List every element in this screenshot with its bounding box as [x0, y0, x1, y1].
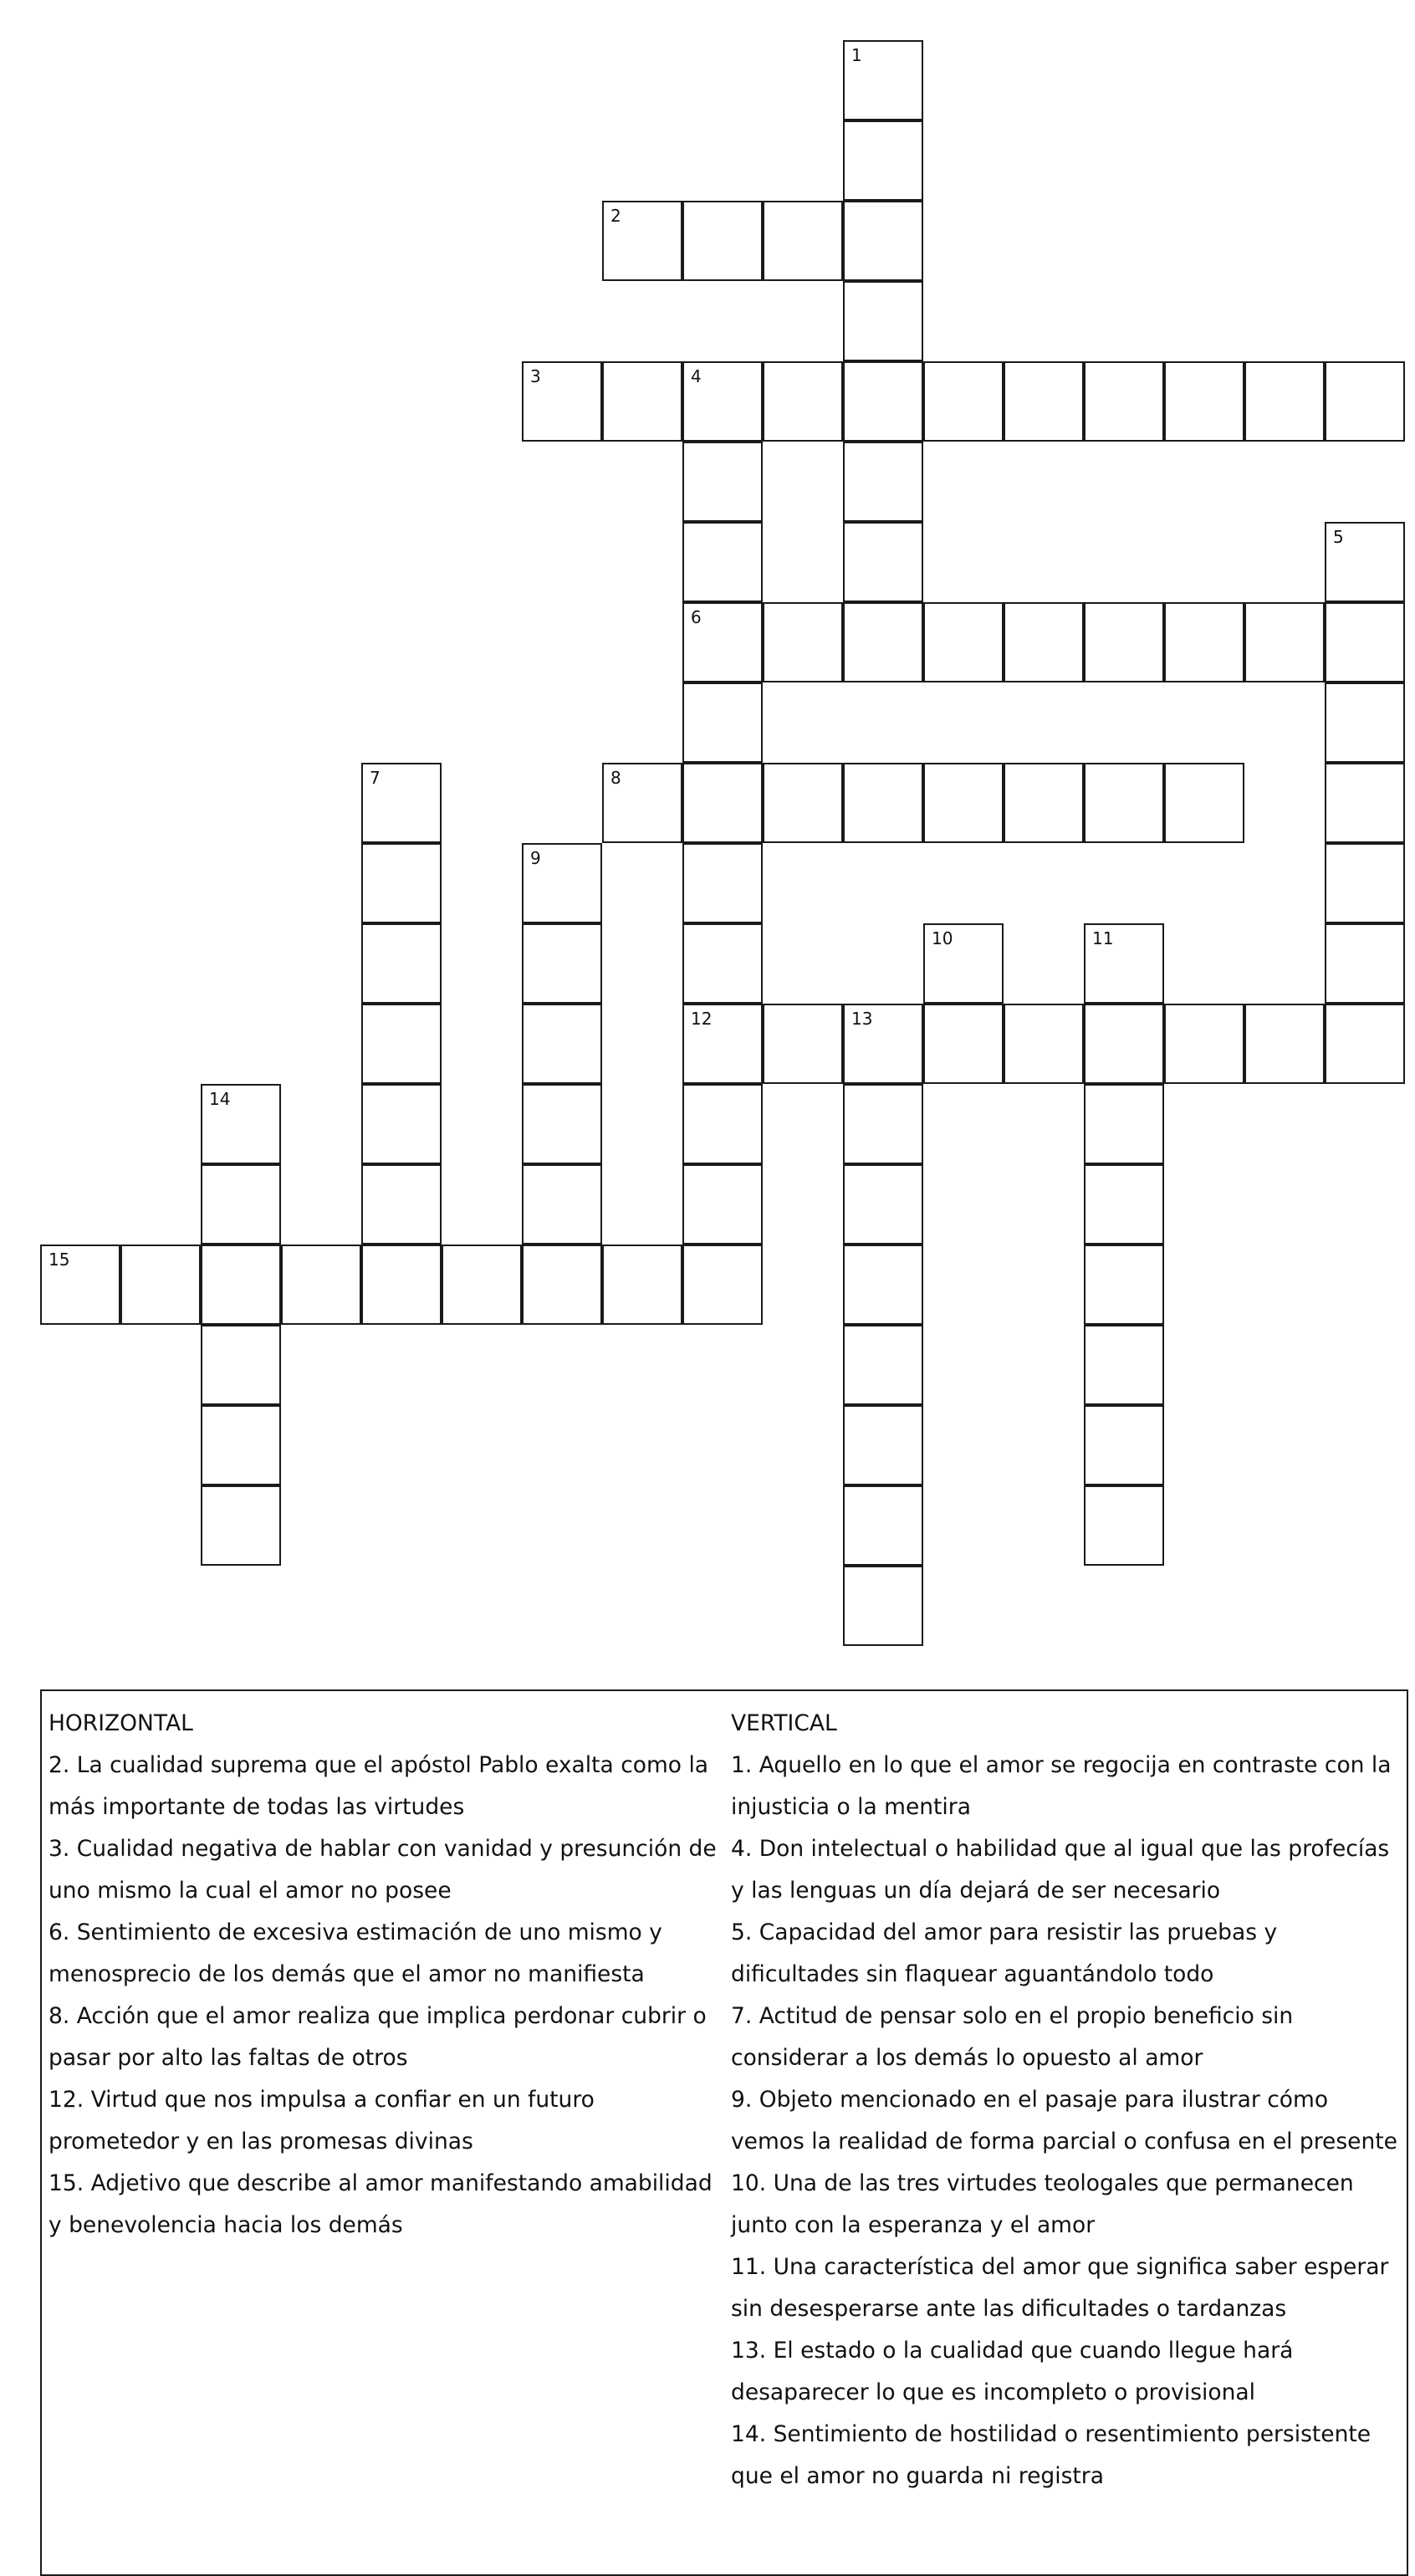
vertical-clues	[731, 1703, 1408, 2497]
grid-cell[interactable]	[201, 1245, 281, 1325]
horizontal-clues	[49, 1703, 718, 2246]
grid-cell[interactable]	[1325, 763, 1405, 843]
grid-cell[interactable]	[522, 1084, 602, 1164]
grid-cell[interactable]	[1164, 1004, 1244, 1084]
grid-cell[interactable]	[1084, 1245, 1164, 1325]
clue-number: 7	[370, 768, 381, 788]
vertical-heading: VERTICAL	[731, 1710, 837, 1736]
grid-cell[interactable]	[1084, 1485, 1164, 1566]
grid-cell[interactable]	[1244, 602, 1325, 682]
clue-down-4: 4. Don intelectual o habilidad que al igual que las profecías y las lenguas un día dejará de ser necesario	[731, 1836, 1390, 1904]
clue-down-10: 10. Una de las tres virtudes teologales que permanecen junto con la esperanza y el amor	[731, 2170, 1354, 2238]
grid-cell[interactable]	[682, 1245, 763, 1325]
grid-cell[interactable]	[442, 1245, 522, 1325]
grid-cell[interactable]	[361, 1245, 442, 1325]
grid-cell[interactable]	[923, 763, 1004, 843]
clue-number: 14	[209, 1089, 231, 1109]
grid-cell[interactable]	[1325, 843, 1405, 923]
grid-cell[interactable]	[682, 602, 763, 682]
grid-cell[interactable]	[763, 602, 843, 682]
grid-cell[interactable]	[843, 442, 923, 522]
grid-cell[interactable]	[682, 1164, 763, 1245]
clue-number: 15	[49, 1250, 70, 1270]
grid-cell[interactable]	[843, 763, 923, 843]
grid-cell[interactable]	[1164, 361, 1244, 442]
clue-down-1: 1. Aquello en lo que el amor se regocija en contraste con la injusticia o la mentira	[731, 1752, 1392, 1820]
grid-cell[interactable]	[682, 1004, 763, 1084]
clue-down-14: 14. Sentimiento de hostilidad o resentimiento persistente que el amor no guarda ni registra	[731, 2421, 1372, 2489]
grid-cell[interactable]	[201, 1084, 281, 1164]
grid-cell[interactable]	[843, 120, 923, 201]
grid-cell[interactable]	[1164, 602, 1244, 682]
clue-number: 8	[610, 768, 621, 788]
grid-cell[interactable]	[361, 1004, 442, 1084]
grid-cell[interactable]	[1084, 1004, 1164, 1084]
grid-cell[interactable]	[843, 602, 923, 682]
grid-cell[interactable]	[120, 1245, 201, 1325]
clue-across-12: 12. Virtud que nos impulsa a confiar en un futuro prometedor y en las promesas divinas	[49, 2087, 595, 2154]
grid-cell[interactable]	[1004, 763, 1084, 843]
grid-cell[interactable]	[201, 1325, 281, 1405]
grid-cell[interactable]	[522, 1004, 602, 1084]
grid-cell[interactable]	[1325, 1004, 1405, 1084]
grid-cell[interactable]	[843, 1004, 923, 1084]
grid-cell[interactable]	[1325, 923, 1405, 1004]
grid-cell[interactable]	[1084, 361, 1164, 442]
grid-cell[interactable]	[843, 1405, 923, 1485]
grid-cell[interactable]	[201, 1164, 281, 1245]
clue-number: 3	[530, 366, 541, 386]
clue-number: 13	[851, 1009, 873, 1029]
grid-cell[interactable]	[522, 1164, 602, 1245]
clue-down-7: 7. Actitud de pensar solo en el propio beneficio sin considerar a los demás lo opuesto al amor	[731, 2003, 1294, 2071]
grid-cell[interactable]	[843, 361, 923, 442]
clue-across-2: 2. La cualidad suprema que el apóstol Pablo exalta como la más importante de todas las virtudes	[49, 1752, 709, 1820]
grid-cell[interactable]	[1244, 361, 1325, 442]
grid-cell[interactable]	[361, 843, 442, 923]
grid-cell[interactable]	[763, 1004, 843, 1084]
clue-down-5: 5. Capacidad del amor para resistir las pruebas y dificultades sin flaquear aguantándolo todo	[731, 1919, 1278, 1987]
grid-cell[interactable]	[682, 843, 763, 923]
grid-cell[interactable]	[602, 361, 682, 442]
grid-cell[interactable]	[1244, 1004, 1325, 1084]
grid-cell[interactable]	[522, 1245, 602, 1325]
grid-cell[interactable]	[522, 923, 602, 1004]
grid-cell[interactable]	[763, 361, 843, 442]
grid-cell[interactable]	[682, 1084, 763, 1164]
clue-number: 11	[1092, 928, 1114, 948]
grid-cell[interactable]	[843, 1566, 923, 1646]
grid-cell[interactable]	[201, 1485, 281, 1566]
clue-number: 10	[932, 928, 953, 948]
grid-cell[interactable]	[522, 361, 602, 442]
grid-cell[interactable]	[361, 923, 442, 1004]
grid-cell[interactable]	[843, 1325, 923, 1405]
grid-cell[interactable]	[522, 843, 602, 923]
grid-cell[interactable]	[602, 201, 682, 281]
clue-number: 1	[851, 45, 862, 65]
clue-across-8: 8. Acción que el amor realiza que implica perdonar cubrir o pasar por alto las faltas de otros	[49, 2003, 707, 2071]
clue-box	[40, 1689, 1408, 2576]
clue-number: 6	[691, 607, 702, 627]
clue-number: 4	[691, 366, 702, 386]
grid-cell[interactable]	[763, 763, 843, 843]
grid-cell[interactable]	[682, 682, 763, 763]
grid-cell[interactable]	[682, 522, 763, 602]
grid-cell[interactable]	[281, 1245, 361, 1325]
clue-across-6: 6. Sentimiento de excesiva estimación de uno mismo y menosprecio de los demás que el amor no manifiesta	[49, 1919, 662, 1987]
grid-cell[interactable]	[682, 923, 763, 1004]
grid-cell[interactable]	[682, 442, 763, 522]
grid-cell[interactable]	[361, 1164, 442, 1245]
grid-cell[interactable]	[1325, 682, 1405, 763]
clue-number: 2	[610, 206, 621, 226]
grid-cell[interactable]	[1004, 602, 1084, 682]
grid-cell[interactable]	[843, 1084, 923, 1164]
grid-cell[interactable]	[682, 201, 763, 281]
grid-cell[interactable]	[1084, 1405, 1164, 1485]
grid-cell[interactable]	[923, 923, 1004, 1004]
clue-down-11: 11. Una característica del amor que significa saber esperar sin desesperarse ante las dificultades o tardanzas	[731, 2254, 1389, 2322]
horizontal-heading: HORIZONTAL	[49, 1710, 193, 1736]
grid-cell[interactable]	[843, 201, 923, 281]
grid-cell[interactable]	[843, 1164, 923, 1245]
grid-cell[interactable]	[843, 1245, 923, 1325]
grid-cell[interactable]	[1084, 1084, 1164, 1164]
grid-cell[interactable]	[1164, 763, 1244, 843]
grid-cell[interactable]	[1084, 923, 1164, 1004]
grid-cell[interactable]	[1004, 361, 1084, 442]
clue-down-13: 13. El estado o la cualidad que cuando llegue hará desaparecer lo que es incompleto o provisional	[731, 2338, 1294, 2405]
grid-cell[interactable]	[763, 201, 843, 281]
grid-cell[interactable]	[1084, 763, 1164, 843]
grid-cell[interactable]	[1084, 1164, 1164, 1245]
grid-cell[interactable]	[923, 1004, 1004, 1084]
grid-cell[interactable]	[1084, 602, 1164, 682]
grid-cell[interactable]	[361, 1084, 442, 1164]
grid-cell[interactable]	[602, 1245, 682, 1325]
grid-cell[interactable]	[40, 1245, 120, 1325]
grid-cell[interactable]	[923, 361, 1004, 442]
clue-number: 9	[530, 848, 541, 868]
clue-number: 12	[691, 1009, 713, 1029]
grid-cell[interactable]	[843, 522, 923, 602]
grid-cell[interactable]	[682, 361, 763, 442]
clue-number: 5	[1333, 527, 1344, 547]
grid-cell[interactable]	[602, 763, 682, 843]
clue-across-15: 15. Adjetivo que describe al amor manifestando amabilidad y benevolencia hacia los demás	[49, 2170, 713, 2238]
clue-across-3: 3. Cualidad negativa de hablar con vanidad y presunción de uno mismo la cual el amor no posee	[49, 1836, 717, 1904]
grid-cell[interactable]	[361, 763, 442, 843]
grid-cell[interactable]	[1325, 361, 1405, 442]
clue-down-9: 9. Objeto mencionado en el pasaje para ilustrar cómo vemos la realidad de forma parcial o confusa en el presente	[731, 2087, 1397, 2154]
grid-cell[interactable]	[843, 281, 923, 361]
grid-cell[interactable]	[843, 1485, 923, 1566]
grid-cell[interactable]	[1004, 1004, 1084, 1084]
grid-cell[interactable]	[1325, 522, 1405, 602]
grid-cell[interactable]	[843, 40, 923, 120]
grid-cell[interactable]	[923, 602, 1004, 682]
grid-cell[interactable]	[1084, 1325, 1164, 1405]
grid-cell[interactable]	[682, 763, 763, 843]
grid-cell[interactable]	[201, 1405, 281, 1485]
grid-cell[interactable]	[1325, 602, 1405, 682]
